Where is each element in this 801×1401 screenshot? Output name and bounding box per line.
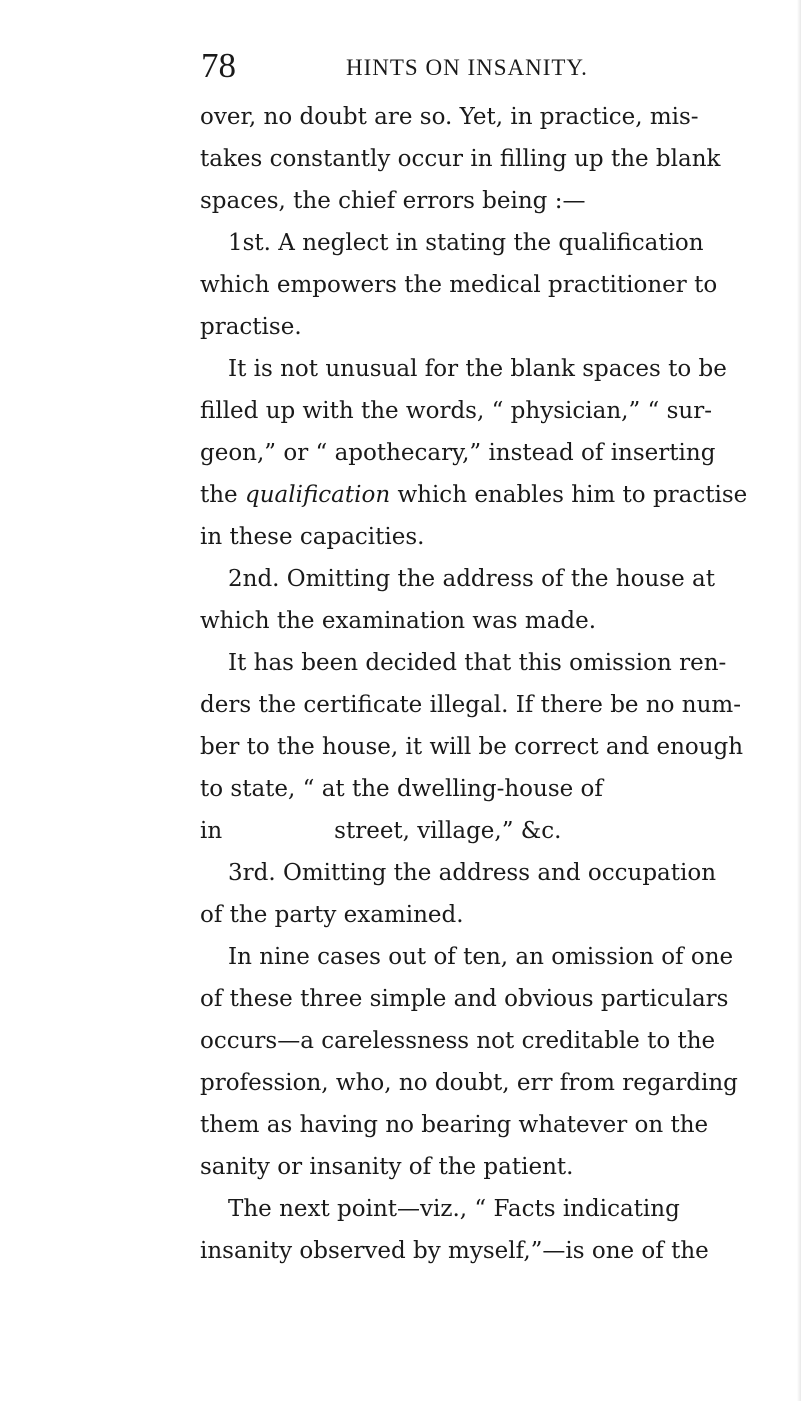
text-line: In nine cases out of ten, an omission of one (228, 944, 734, 970)
text-line (200, 474, 748, 516)
text-line: spaces, the chief errors being :— (200, 188, 586, 214)
text-line: to state, “ at the dwelling-house of (200, 776, 603, 802)
text-line: 1st. A neglect in stating the qualification (228, 230, 704, 256)
text-line: It is not unusual for the blank spaces to be (228, 356, 727, 382)
text-line: takes constantly occur in filling up the blank (200, 146, 721, 172)
page-header (201, 46, 631, 86)
text-line: practise. (200, 314, 302, 340)
text-line: sanity or insanity of the patient. (200, 1154, 574, 1180)
text-line: which the examination was made. (200, 608, 597, 634)
text-line: which empowers the medical practitioner to (200, 272, 718, 298)
text-line: of the party examined. (200, 902, 464, 928)
text-segment: in (200, 818, 223, 844)
text-line: of these three simple and obvious particulars (200, 986, 729, 1012)
running-title: HINTS ON INSANITY. (346, 55, 588, 80)
text-line: ders the certificate illegal. If there be no num- (200, 692, 742, 718)
body-text (200, 96, 748, 1272)
text-line: insanity observed by myself,”—is one of the (200, 1238, 709, 1264)
page-number: 78 (201, 46, 236, 85)
text-line: occurs—a carelessness not creditable to the (200, 1028, 716, 1054)
text-segment: which enables him to practise (390, 482, 748, 508)
text-segment: street, village,” &c. (334, 818, 562, 844)
text-line: ber to the house, it will be correct and enough (200, 734, 744, 760)
text-line: profession, who, no doubt, err from regarding (200, 1070, 738, 1096)
text-segment: the (200, 482, 245, 508)
text-line: 3rd. Omitting the address and occupation (228, 860, 717, 886)
text-line: over, no doubt are so. Yet, in practice, mis- (200, 104, 699, 130)
text-line: The next point—viz., “ Facts indicating (228, 1196, 680, 1222)
text-line: them as having no bearing whatever on the (200, 1112, 709, 1138)
text-line: in these capacities. (200, 524, 425, 550)
text-line: geon,” or “ apothecary,” instead of inserting (200, 440, 716, 466)
text-line: It has been decided that this omission ren- (228, 650, 727, 676)
page-edge-shadow (797, 0, 801, 1401)
emphasized-word: qualification (244, 482, 391, 508)
text-line: 2nd. Omitting the address of the house at (228, 566, 715, 592)
text-line (200, 810, 625, 852)
text-line: filled up with the words, “ physician,” “ sur- (200, 398, 712, 424)
